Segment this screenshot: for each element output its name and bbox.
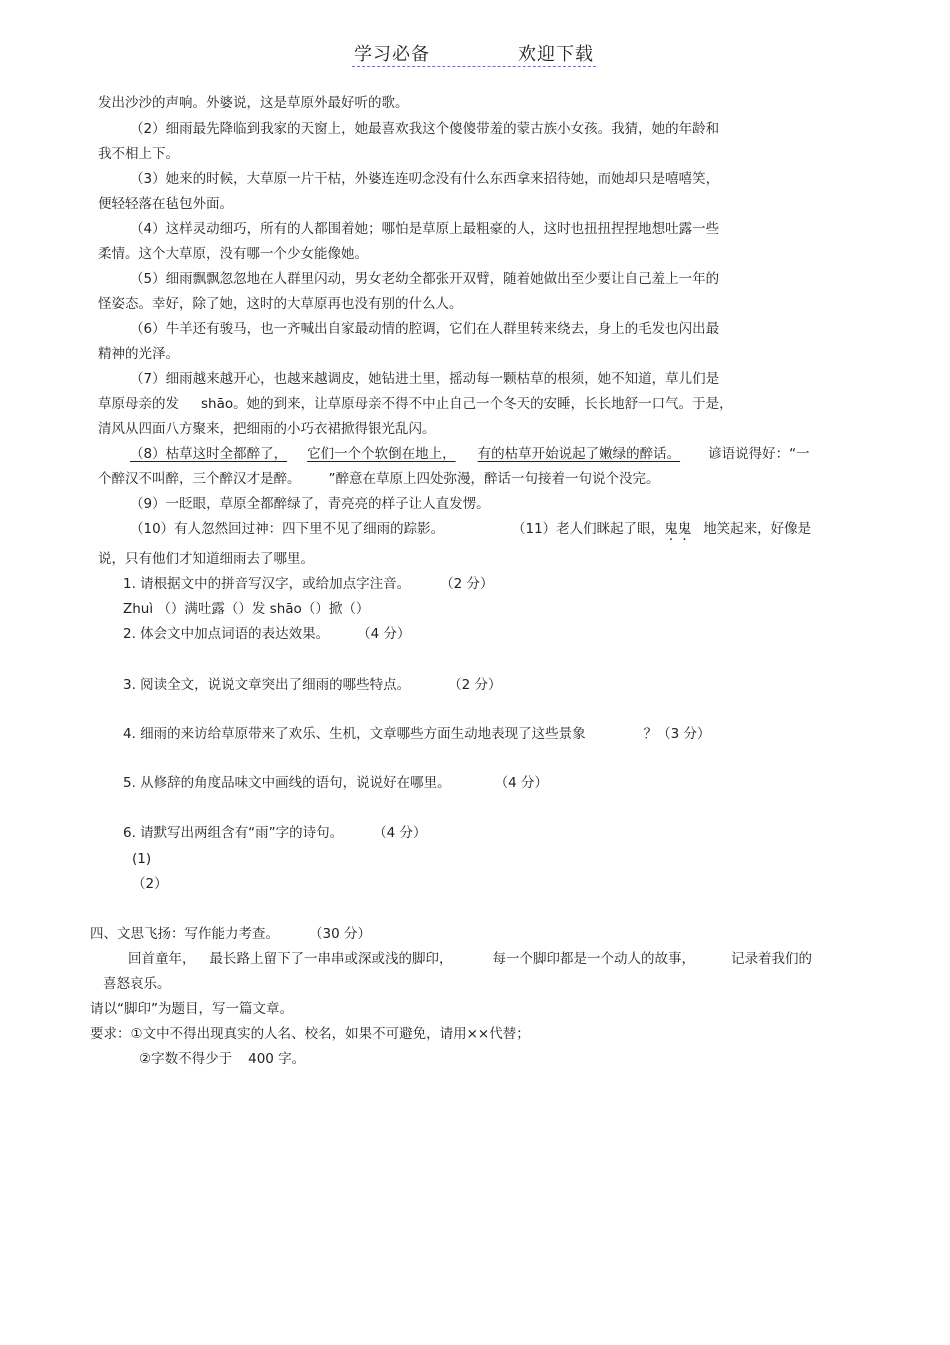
question-score: （4 分） [357,626,411,642]
passage-line: （9）一眨眼，草原全都醉绿了，青亮亮的样子让人直发愣。 [130,496,490,512]
passage-line: 精神的光泽。 [98,346,179,362]
passage-text: （11）老人们眯起了眼， [512,521,665,537]
section-title-text: 四、文思飞扬：写作能力考查。 [90,926,279,942]
question-6 [123,824,427,842]
passage-line: 说，只有他们才知道细雨去了哪里。 [98,551,314,567]
header-right-text: 欢迎下载 [518,44,594,65]
passage-line: 柔情。这个大草原，没有哪一个少女能像她。 [98,246,368,262]
dotted-character: 鬼 [677,521,692,537]
question-text: 2. 体会文中加点词语的表达效果。 [123,626,330,642]
question-score: ？（3 分） [643,726,711,742]
underlined-sentence: 它们一个个软倒在地上， [307,446,456,462]
passage-text: ”醉意在草原上四处弥漫，醉话一句接着一句说个没完。 [328,471,660,487]
question-1-items: Zhuì （）满吐露（）发 shāo（）掀（） [123,601,370,617]
underlined-sentence: （8）枯草这时全都醉了， [130,446,288,462]
question-text: 3. 阅读全文，说说文章突出了细雨的哪些特点。 [123,677,411,693]
passage-line: 我不相上下。 [98,146,179,162]
passage-line: 怪姿态。幸好，除了她，这时的大草原再也没有别的什么人。 [98,296,463,312]
writing-text: 400 字。 [248,1051,306,1067]
question-text: 6. 请默写出两组含有“雨”字的诗句。 [123,825,344,841]
writing-intro [128,950,812,968]
writing-intro-cont: 喜怒哀乐。 [103,976,171,992]
passage-line: （3）她来的时候，大草原一片干枯，外婆连连叨念没有什么东西拿来招待她，而她却只是嘻嘻笑， [130,171,720,187]
question-score: （4 分） [373,825,427,841]
passage-line: （6）牛羊还有骏马，也一齐喊出自家最动情的腔调，它们在人群里转来绕去，身上的毛发也闪出最 [130,321,720,337]
passage-line: （5）细雨飘飘忽忽地在人群里闪动，男女老幼全都张开双臂，随着她做出至少要让自己羞上一年的 [130,271,720,287]
passage-line: 清风从四面八方聚来，把细雨的小巧衣裙掀得银光乱闪。 [98,421,436,437]
question-1 [123,575,494,593]
section-title [90,925,371,943]
question-text: 5. 从修辞的角度品味文中画线的语句，说说好在哪里。 [123,775,451,791]
question-text: 4. 细雨的来访给草原带来了欢乐、生机，文章哪些方面生动地表现了这些景象 [123,726,586,742]
passage-text: 个醉汉不叫醉，三个醉汉才是醉。 [98,471,301,487]
answer-slot-1: (1) [132,851,152,867]
question-score: （2 分） [448,677,502,693]
question-score: （4 分） [494,775,549,791]
writing-text: 每一个脚印都是一个动人的故事， [492,951,695,967]
passage-line [512,520,811,538]
section-score: （30 分） [309,926,371,942]
writing-text: 回首童年， [128,951,196,967]
passage-line [98,470,660,488]
passage-text: 谚语说得好：“一 [708,446,810,462]
writing-prompt: 请以“脚印”为题目，写一篇文章。 [90,1001,293,1017]
question-text: 1. 请根据文中的拼音写汉字，或给加点字注音。 [123,576,411,592]
question-4 [123,725,711,743]
passage-line: 便轻轻落在毡包外面。 [98,196,233,212]
passage-text: 地笑起来，好像是 [703,521,812,537]
question-2 [123,625,411,643]
passage-line: （10）有人忽然回过神：四下里不见了细雨的踪影。 [130,521,445,537]
writing-text: ②字数不得少于 [139,1051,233,1067]
underlined-sentence: 有的枯草开始说起了嫩绿的醉话。 [477,446,681,462]
passage-line: （2）细雨最先降临到我家的天窗上，她最喜欢我这个傻傻带羞的蒙古族小女孩。我猜，她的年龄和 [130,121,720,137]
answer-slot-2: （2） [132,876,168,892]
question-5 [123,774,548,792]
passage-text: 草原母亲的发 [98,396,179,412]
passage-line [98,395,733,413]
passage-line: 发出沙沙的声响。外婆说，这是草原外最好听的歌。 [98,95,409,111]
page-header [352,40,596,67]
passage-line [130,445,810,463]
writing-text: 最长路上留下了一串串或深或浅的脚印， [209,951,453,967]
passage-line: （4）这样灵动细巧，所有的人都围着她；哪怕是草原上最粗豪的人，这时也扭扭捏捏地想吐露一些 [130,221,720,237]
writing-requirement-1: 要求：①文中不得出现真实的人名、校名，如果不可避免，请用××代替； [90,1026,530,1042]
dotted-character: 鬼 [664,521,678,537]
passage-text: shāo。她的到来，让草原母亲不得不中止自己一个冬天的安睡，长长地舒一口气。于是， [201,396,733,412]
question-3 [123,676,502,694]
passage-line: （7）细雨越来越开心，也越来越调皮，她钻进土里，摇动每一颗枯草的根须，她不知道，草儿们是 [130,371,720,387]
header-left-text: 学习必备 [354,44,430,65]
question-score: （2 分） [440,576,494,592]
writing-text: 记录着我们的 [731,951,812,967]
writing-requirement-2 [139,1050,305,1068]
